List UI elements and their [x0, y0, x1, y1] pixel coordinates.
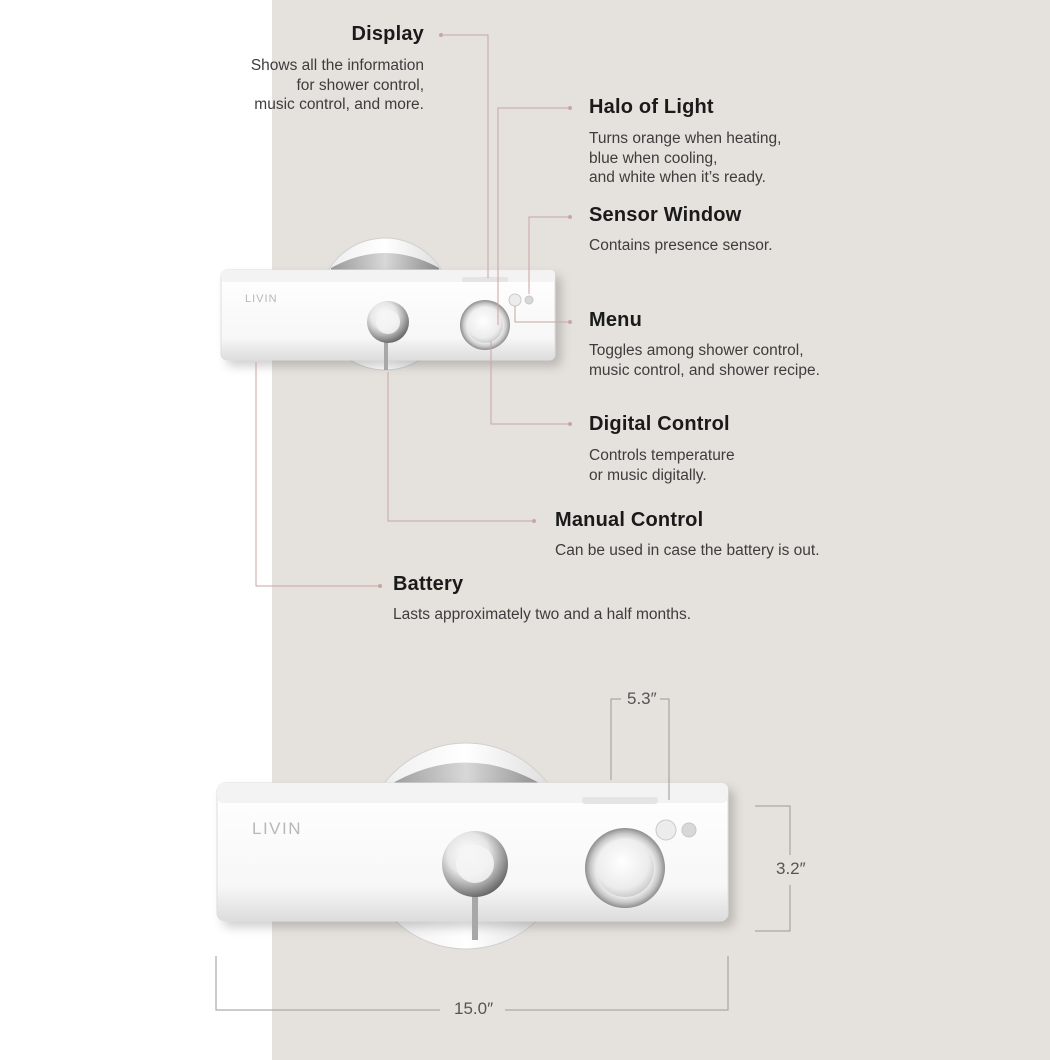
digital-control-dial	[460, 300, 510, 350]
menu-button-large	[656, 820, 676, 840]
callout-desc: Contains presence sensor.	[589, 237, 773, 254]
height-dim-bottom	[755, 885, 790, 931]
digital-control-dial-large	[585, 828, 665, 908]
callout-title: Halo of Light	[589, 96, 714, 118]
top-device	[221, 238, 555, 370]
width-dim-left	[216, 956, 440, 1010]
battery-leader	[256, 362, 380, 586]
callout-title: Sensor Window	[589, 204, 742, 226]
callout-desc: Turns orange when heating, blue when cooling, and white when it’s ready.	[589, 130, 782, 186]
display-strip	[462, 277, 508, 282]
brand-logo: LIVIN	[245, 293, 278, 305]
menu-button	[509, 294, 521, 306]
bottom-device	[217, 743, 728, 949]
callout-desc: Lasts approximately two and a half months.	[393, 606, 692, 623]
callout-desc: Can be used in case the battery is out.	[555, 542, 820, 559]
width-dimension-label: 15.0″	[454, 999, 494, 1018]
callout-title: Display	[351, 23, 424, 45]
callout-title: Manual Control	[555, 509, 704, 531]
height-dim-top	[755, 806, 790, 855]
display-strip-large	[582, 797, 658, 804]
manual-leader	[388, 372, 534, 521]
depth-dim-left	[611, 699, 621, 780]
callout-title: Digital Control	[589, 413, 730, 435]
callout-desc: Toggles among shower control, music control, and shower recipe.	[589, 342, 820, 379]
width-dim-right	[505, 956, 728, 1010]
height-dimension-label: 3.2″	[776, 859, 806, 878]
display-leader	[441, 35, 488, 278]
callout-title: Menu	[589, 309, 643, 331]
sensor-window	[525, 296, 533, 304]
brand-logo-large: LIVIN	[252, 819, 303, 838]
sensor-window-large	[682, 823, 696, 837]
callout-title: Battery	[393, 573, 464, 595]
callout-desc: Shows all the information for shower control, music control, and more.	[250, 57, 424, 113]
callout-desc: Controls temperature or music digitally.	[589, 447, 735, 484]
depth-dimension-label: 5.3″	[627, 689, 657, 708]
